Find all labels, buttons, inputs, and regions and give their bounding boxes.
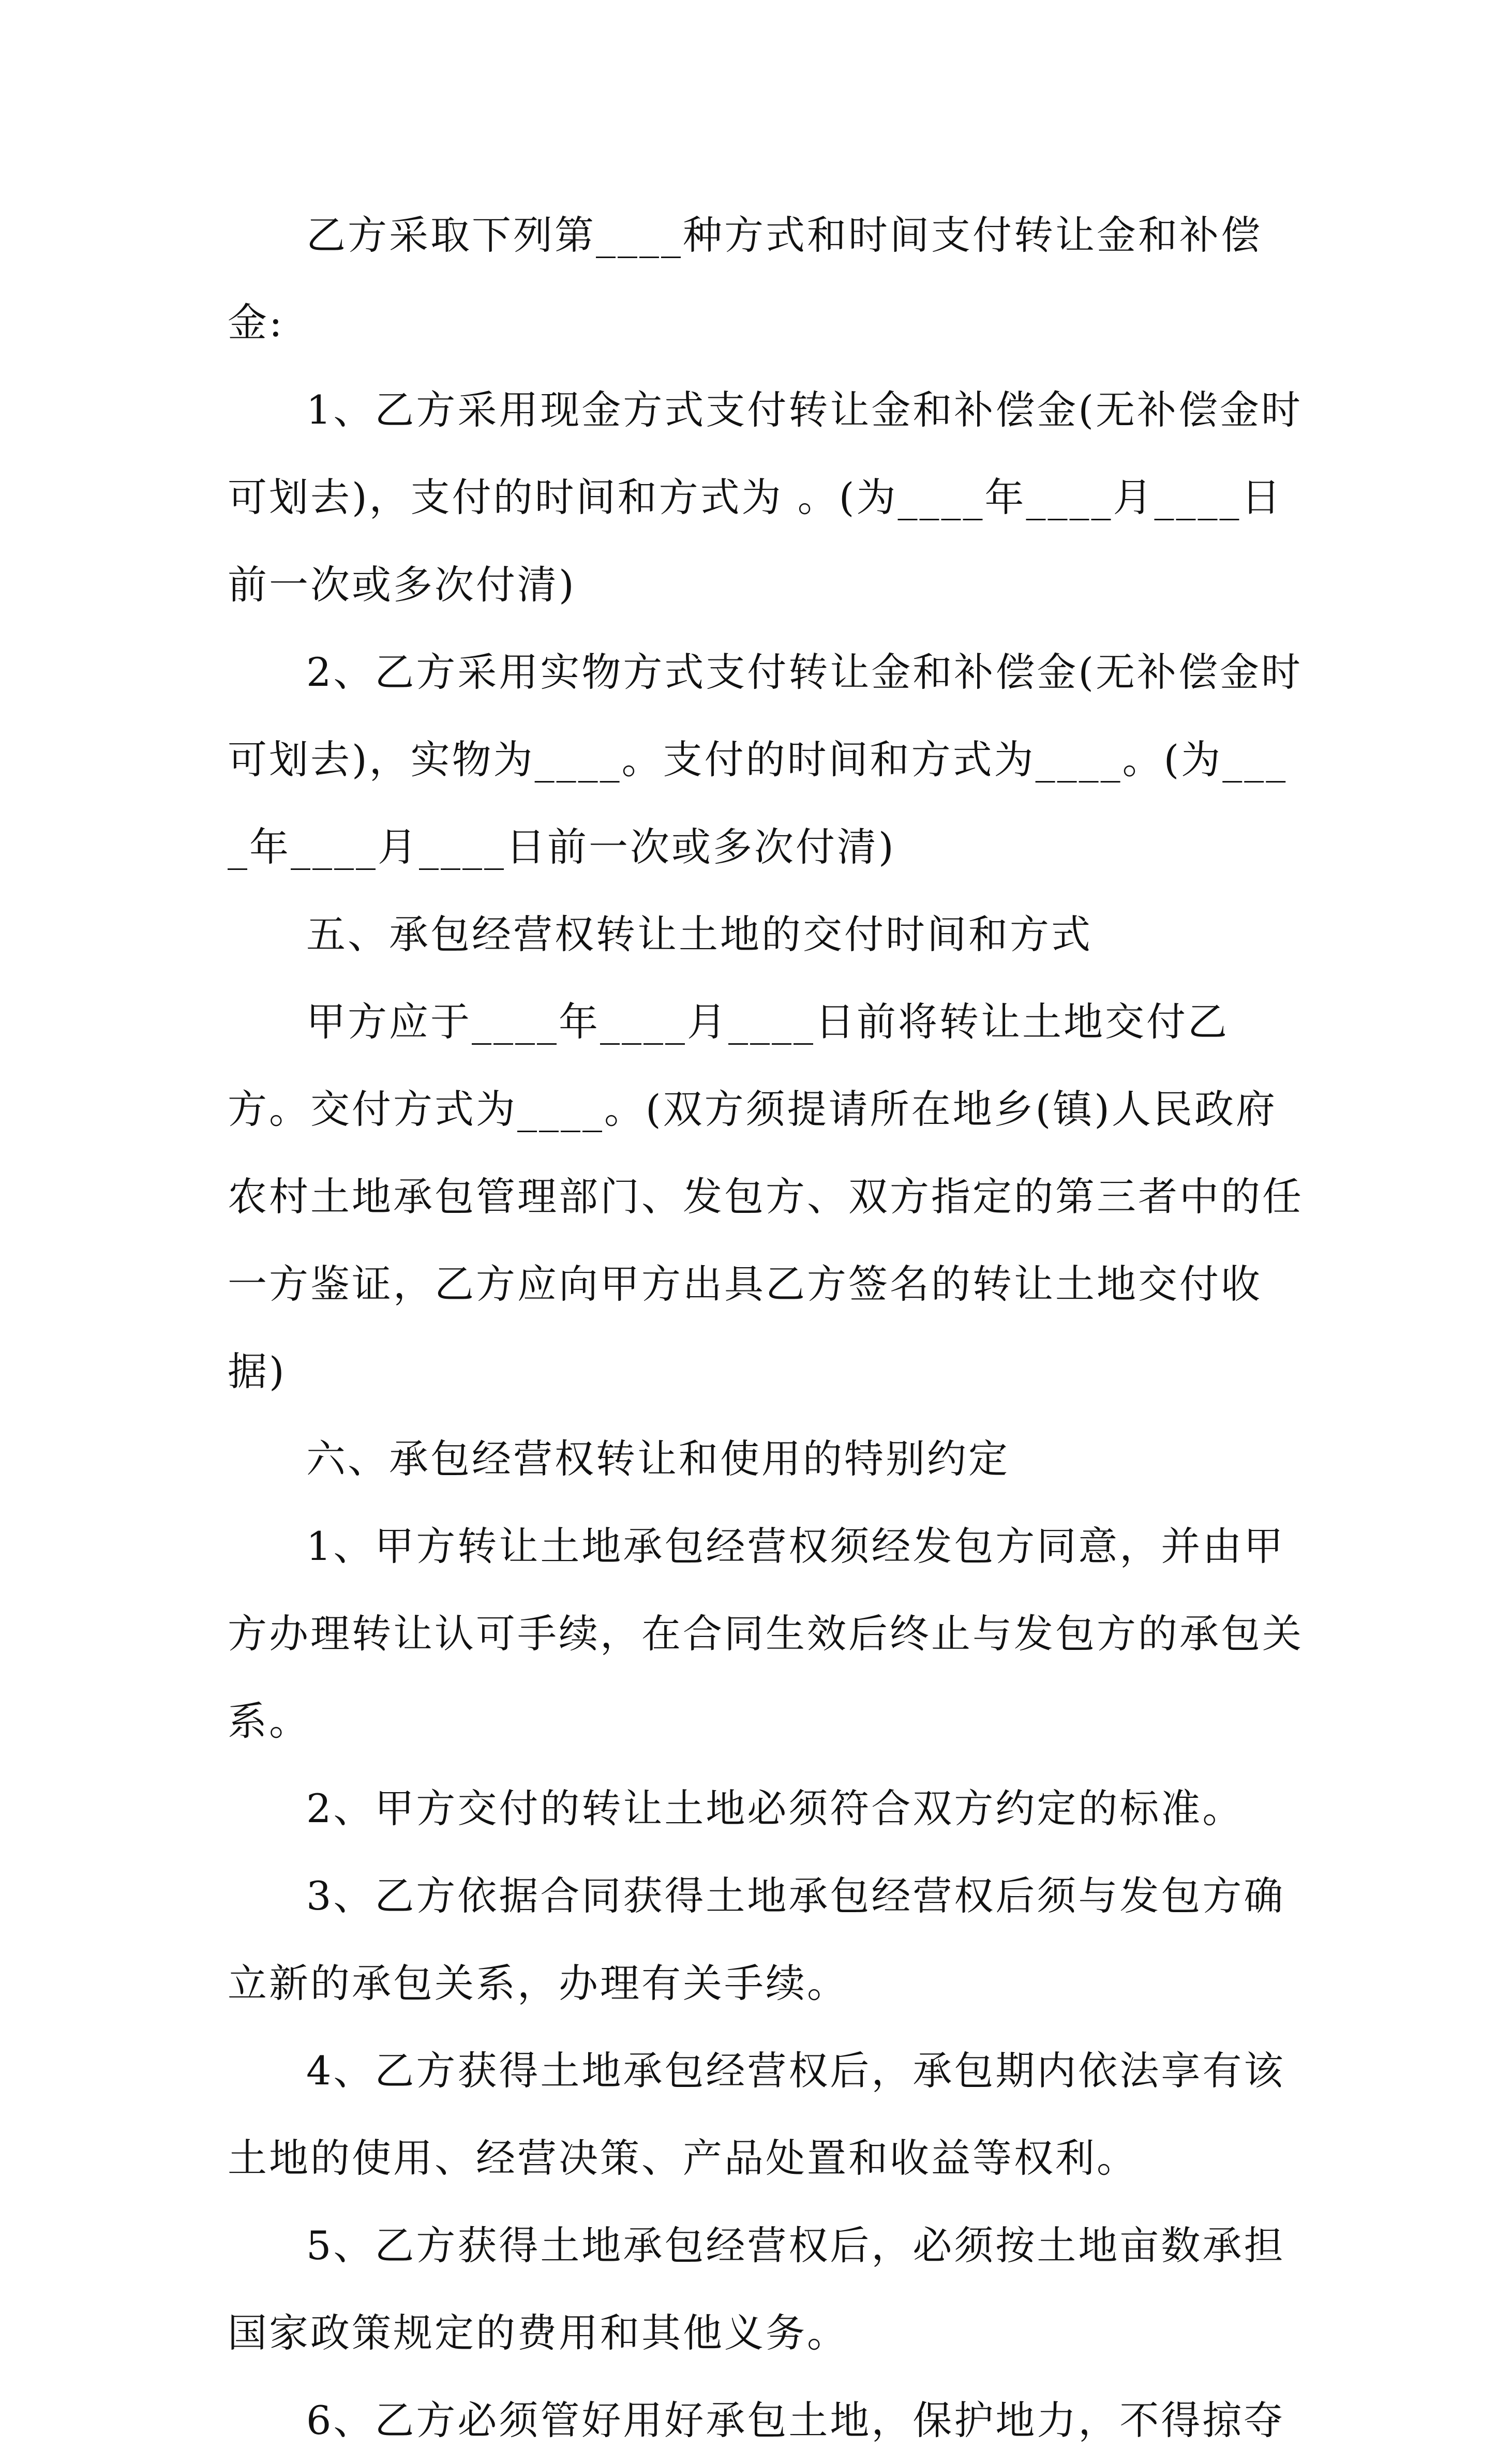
section-heading-delivery: 五、承包经营权转让土地的交付时间和方式 <box>306 911 1092 957</box>
paragraph-term-1: 1、甲方转让土地承包经营权须经发包方同意，并由甲方办理转让认可手续，在合同生效后终止与发包方的承包关系。 <box>228 1523 1304 1744</box>
paragraph-delivery-terms: 甲方应于____年____月____日前将转让土地交付乙方。交付方式为____。(双方须提请所在地乡(镇)人民政府农村土地承包管理部门、发包方、双方指定的第三者中的任一方鉴证，乙方应向甲方出具乙方签名的转让土地交付收据) <box>228 999 1304 1394</box>
paragraph-term-4: 4、乙方获得土地承包经营权后，承包期内依法享有该土地的使用、经营决策、产品处置和收益等权利。 <box>228 2048 1285 2181</box>
paragraph-in-kind-payment: 2、乙方采用实物方式支付转让金和补偿金(无补偿金时可划去)，实物为____。支付的时间和方式为____。(为____年____月____日前一次或多次付清) <box>228 649 1303 870</box>
paragraph-term-3: 3、乙方依据合同获得土地承包经营权后须与发包方确立新的承包关系，办理有关手续。 <box>228 1873 1285 2006</box>
paragraph-term-6: 6、乙方必须管好用好承包土地，保护地力，不得掠夺 <box>306 2397 1285 2443</box>
document-body <box>228 191 1309 2464</box>
paragraph-payment-method-intro: 乙方采取下列第____种方式和时间支付转让金和补偿金: <box>228 212 1262 345</box>
section-heading-special-terms: 六、承包经营权转让和使用的特别约定 <box>306 1436 1010 1482</box>
paragraph-cash-payment: 1、乙方采用现金方式支付转让金和补偿金(无补偿金时可划去)，支付的时间和方式为 。(为____年____月____日前一次或多次付清) <box>228 387 1303 608</box>
paragraph-term-5: 5、乙方获得土地承包经营权后，必须按土地亩数承担国家政策规定的费用和其他义务。 <box>228 2222 1285 2356</box>
paragraph-term-2: 2、甲方交付的转让土地必须符合双方约定的标准。 <box>306 1785 1244 1831</box>
